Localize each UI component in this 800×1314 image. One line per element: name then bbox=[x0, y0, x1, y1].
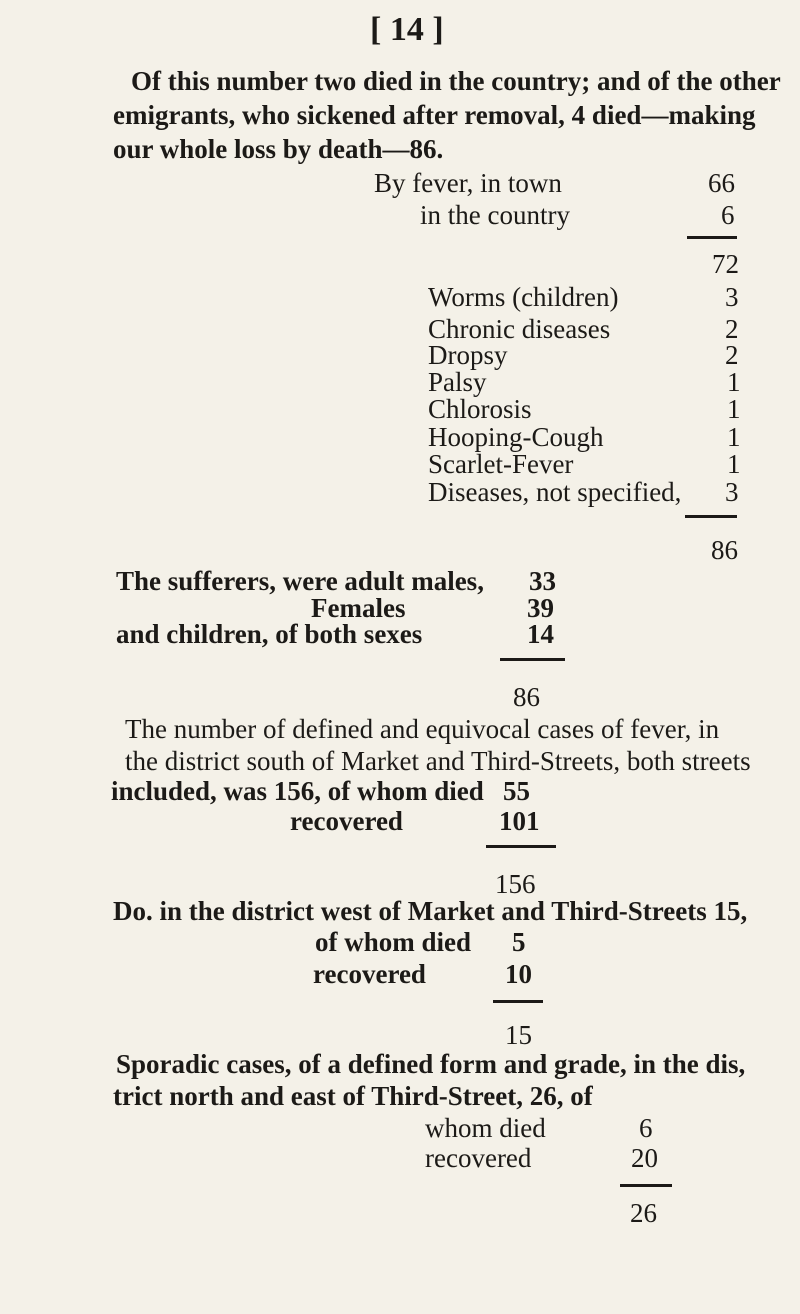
sporadic-total: 26 bbox=[630, 1198, 657, 1228]
disease-label: Worms (children) bbox=[428, 282, 619, 312]
west-total-rule bbox=[493, 1000, 543, 1003]
sporadic-died-value: 6 bbox=[639, 1113, 653, 1143]
sufferers-children-value: 14 bbox=[527, 619, 554, 649]
disease-value: 1 bbox=[727, 394, 741, 424]
disease-value: 3 bbox=[725, 282, 739, 312]
west-recovered-label: recovered bbox=[313, 959, 426, 989]
intro-line-3: our whole loss by death—86. bbox=[113, 134, 444, 164]
diseases-total-rule bbox=[685, 515, 737, 518]
fever-town-value: 66 bbox=[708, 168, 735, 198]
page-number: [ 14 ] bbox=[370, 11, 444, 48]
disease-label: Palsy bbox=[428, 367, 487, 397]
disease-value: 3 bbox=[725, 477, 739, 507]
sporadic-recovered-value: 20 bbox=[631, 1143, 658, 1173]
intro-line-1: Of this number two died in the country; and of the other bbox=[131, 66, 781, 96]
disease-label: Scarlet-Fever bbox=[428, 449, 574, 479]
sporadic-line-1: Sporadic cases, of a defined form and grade, in the dis, bbox=[116, 1049, 746, 1079]
sufferers-females-label: Females bbox=[311, 593, 406, 623]
south-total-rule bbox=[486, 845, 556, 848]
disease-label: Chlorosis bbox=[428, 394, 532, 424]
sufferers-total: 86 bbox=[513, 682, 540, 712]
fever-total-rule bbox=[687, 236, 737, 239]
south-line-1: The number of defined and equivocal cases of fever, in bbox=[125, 714, 720, 744]
disease-value: 2 bbox=[725, 314, 739, 344]
fever-total: 72 bbox=[712, 249, 739, 279]
west-recovered-value: 10 bbox=[505, 959, 532, 989]
sufferers-children-label: and children, of both sexes bbox=[116, 619, 423, 649]
sporadic-died-label: whom died bbox=[425, 1113, 546, 1143]
disease-label: Hooping-Cough bbox=[428, 422, 604, 452]
fever-town-label: By fever, in town bbox=[374, 168, 562, 198]
disease-value: 1 bbox=[727, 449, 741, 479]
disease-value: 1 bbox=[727, 422, 741, 452]
disease-label: Chronic diseases bbox=[428, 314, 611, 344]
south-total: 156 bbox=[495, 869, 536, 899]
west-died-value: 5 bbox=[512, 927, 526, 957]
sufferers-total-rule bbox=[500, 658, 565, 661]
west-line-1: Do. in the district west of Market and Third-Streets 15, bbox=[113, 896, 748, 926]
intro-line-2: emigrants, who sickened after removal, 4 died—making bbox=[113, 100, 756, 130]
disease-value: 1 bbox=[727, 367, 741, 397]
disease-label: Dropsy bbox=[428, 340, 508, 370]
south-line-2: the district south of Market and Third-Streets, both streets bbox=[125, 746, 751, 776]
south-line-3-label: included, was 156, of whom died bbox=[111, 776, 484, 806]
disease-label: Diseases, not specified, bbox=[428, 477, 682, 507]
sufferers-females-value: 39 bbox=[527, 593, 554, 623]
sufferers-males-value: 33 bbox=[529, 566, 556, 596]
fever-country-label: in the country bbox=[420, 200, 570, 230]
fever-country-value: 6 bbox=[721, 200, 735, 230]
sporadic-total-rule bbox=[620, 1184, 672, 1187]
west-died-label: of whom died bbox=[315, 927, 472, 957]
south-died-value: 55 bbox=[503, 776, 530, 806]
diseases-total: 86 bbox=[711, 535, 738, 565]
sufferers-males-label: The sufferers, were adult males, bbox=[116, 566, 484, 596]
south-recovered-label: recovered bbox=[290, 806, 403, 836]
west-total: 15 bbox=[505, 1020, 532, 1050]
disease-value: 2 bbox=[725, 340, 739, 370]
sporadic-recovered-label: recovered bbox=[425, 1143, 532, 1173]
south-recovered-value: 101 bbox=[499, 806, 540, 836]
sporadic-line-2: trict north and east of Third-Street, 26, of bbox=[113, 1081, 593, 1111]
